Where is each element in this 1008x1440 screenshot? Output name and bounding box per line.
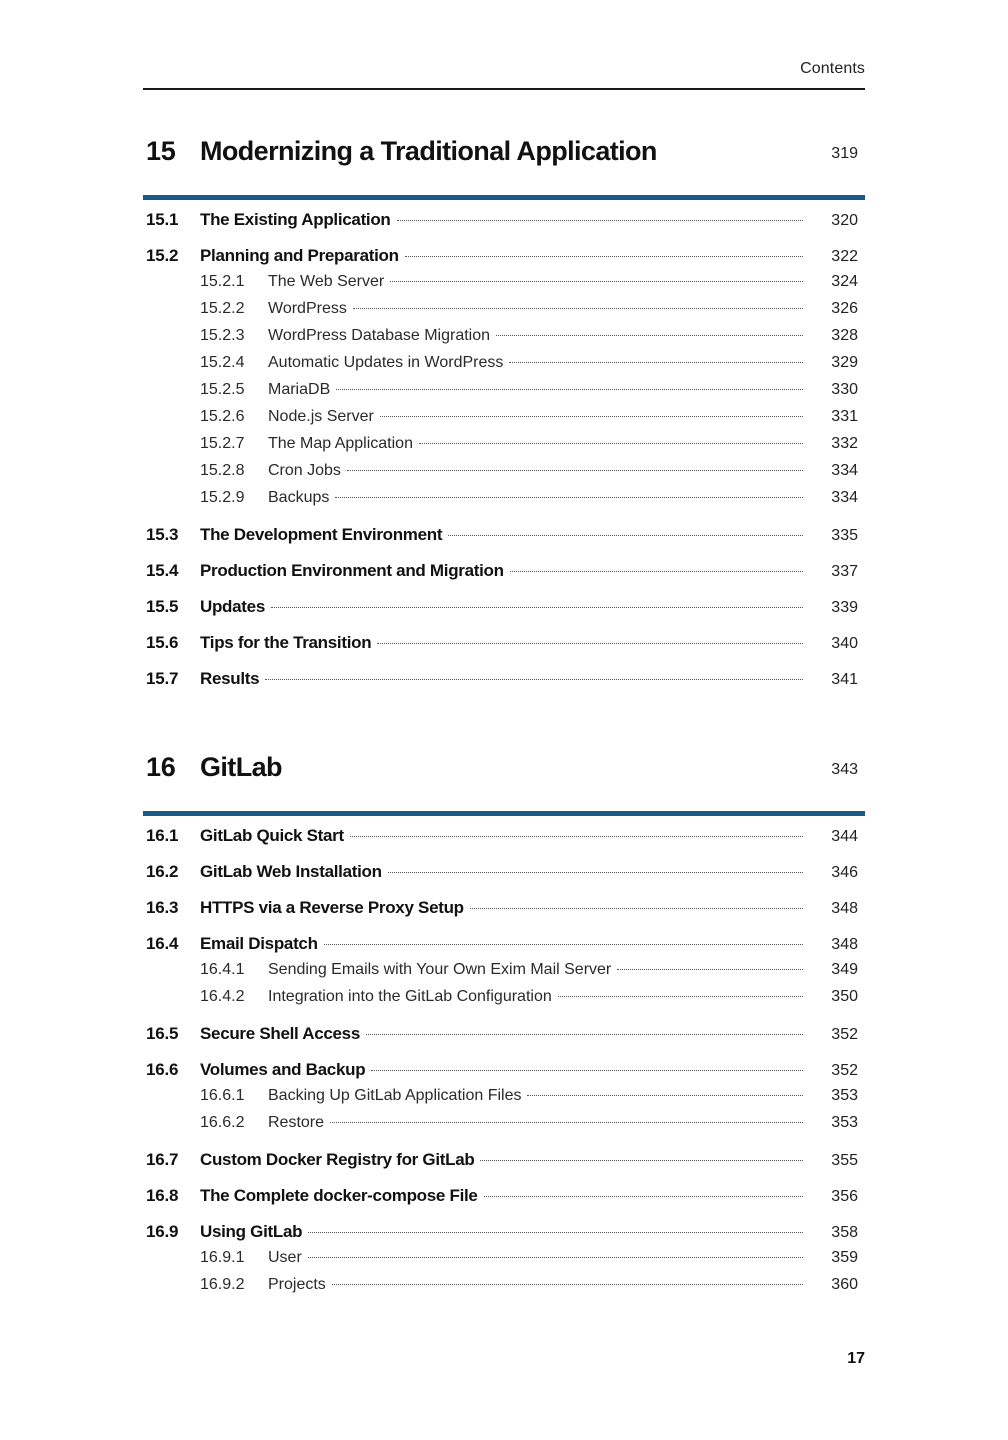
- entry-page-number: 341: [831, 671, 858, 688]
- entry-page-number: 340: [831, 635, 858, 652]
- entry-number: 15.4: [146, 561, 179, 580]
- chapter-title[interactable]: Modernizing a Traditional Application: [200, 136, 657, 166]
- entry-page-number: 334: [831, 462, 858, 479]
- toc-section-entry[interactable]: [143, 1015, 865, 1051]
- dot-leader: [350, 836, 803, 837]
- toc-section-entry[interactable]: [143, 925, 865, 961]
- entry-page-number: 355: [831, 1152, 858, 1169]
- entry-title[interactable]: Cron Jobs: [268, 462, 341, 479]
- dot-leader: [377, 643, 803, 644]
- entry-number: 16.2: [146, 862, 179, 881]
- entry-title[interactable]: WordPress: [268, 300, 347, 317]
- entry-number: 15.2.8: [200, 462, 245, 479]
- dot-leader: [397, 220, 803, 221]
- entry-title[interactable]: GitLab Web Installation: [200, 862, 382, 881]
- chapter-number: 16: [146, 752, 176, 782]
- entry-title[interactable]: The Map Application: [268, 435, 413, 452]
- entry-title[interactable]: Sending Emails with Your Own Exim Mail Server: [268, 961, 612, 978]
- entry-title[interactable]: The Development Environment: [200, 525, 443, 544]
- entry-page-number: 360: [831, 1276, 858, 1293]
- dot-leader: [353, 308, 803, 309]
- entry-page-number: 320: [831, 212, 858, 229]
- chapter-page-number: 343: [831, 761, 858, 778]
- running-header: Contents: [800, 60, 865, 77]
- entry-title[interactable]: Projects: [268, 1276, 326, 1293]
- chapter-heading: [143, 752, 865, 792]
- toc-section-entry[interactable]: [143, 889, 865, 925]
- entry-page-number: 344: [831, 828, 858, 845]
- toc-section-entry[interactable]: [143, 1177, 865, 1213]
- entry-title[interactable]: Production Environment and Migration: [200, 561, 504, 580]
- entry-title[interactable]: Backing Up GitLab Application Files: [268, 1087, 522, 1104]
- entry-title[interactable]: Email Dispatch: [200, 934, 318, 953]
- dot-leader: [419, 443, 803, 444]
- entry-page-number: 322: [831, 248, 858, 265]
- entry-number: 16.6.2: [200, 1114, 245, 1131]
- toc-subsection-entry[interactable]: [143, 1276, 865, 1303]
- entry-page-number: 337: [831, 563, 858, 580]
- entry-number: 16.9.2: [200, 1276, 245, 1293]
- chapter-number: 15: [146, 136, 176, 166]
- entry-number: 15.2.3: [200, 327, 245, 344]
- toc-section-entry[interactable]: [143, 516, 865, 552]
- toc-section-entry[interactable]: [143, 237, 865, 273]
- dot-leader: [332, 1284, 803, 1285]
- toc-subsection-entry[interactable]: [143, 435, 865, 462]
- entry-page-number: 352: [831, 1062, 858, 1079]
- dot-leader: [390, 281, 803, 282]
- entry-number: 16.1: [146, 826, 179, 845]
- entry-title[interactable]: MariaDB: [268, 381, 331, 398]
- entry-number: 15.2.9: [200, 489, 245, 506]
- chapter-rule: [143, 811, 865, 816]
- entry-title[interactable]: Custom Docker Registry for GitLab: [200, 1150, 475, 1169]
- toc-subsection-entry[interactable]: [143, 300, 865, 327]
- entry-number: 16.4.2: [200, 988, 245, 1005]
- entry-page-number: 353: [831, 1114, 858, 1131]
- entry-title[interactable]: HTTPS via a Reverse Proxy Setup: [200, 898, 464, 917]
- entry-number: 15.2.6: [200, 408, 245, 425]
- entry-page-number: 328: [831, 327, 858, 344]
- dot-leader: [484, 1196, 803, 1197]
- entry-title[interactable]: The Web Server: [268, 273, 385, 290]
- entry-page-number: 348: [831, 936, 858, 953]
- dot-leader: [448, 535, 803, 536]
- entry-number: 15.6: [146, 633, 179, 652]
- dot-leader: [509, 362, 803, 363]
- entry-number: 15.2.4: [200, 354, 245, 371]
- entry-page-number: 326: [831, 300, 858, 317]
- entry-number: 16.5: [146, 1024, 179, 1043]
- entry-title[interactable]: Node.js Server: [268, 408, 374, 425]
- entry-page-number: 349: [831, 961, 858, 978]
- entry-number: 15.2.5: [200, 381, 245, 398]
- toc-page: [143, 0, 865, 1440]
- entry-page-number: 330: [831, 381, 858, 398]
- toc-section-entry[interactable]: [143, 1051, 865, 1087]
- dot-leader: [335, 497, 803, 498]
- entry-number: 16.7: [146, 1150, 179, 1169]
- toc-section-entry[interactable]: [143, 624, 865, 660]
- entry-title[interactable]: Tips for the Transition: [200, 633, 372, 652]
- toc-section-entry[interactable]: [143, 1141, 865, 1177]
- chapter-page-number: 319: [831, 145, 858, 162]
- entry-number: 15.2.1: [200, 273, 245, 290]
- dot-leader: [510, 571, 803, 572]
- dot-leader: [617, 969, 803, 970]
- entry-title[interactable]: The Complete docker-compose File: [200, 1186, 478, 1205]
- entry-number: 15.1: [146, 210, 179, 229]
- entry-title[interactable]: Using GitLab: [200, 1222, 303, 1241]
- entry-number: 15.5: [146, 597, 179, 616]
- dot-leader: [336, 389, 803, 390]
- entry-title[interactable]: Backups: [268, 489, 330, 506]
- toc-subsection-entry[interactable]: [143, 961, 865, 988]
- toc-section-entry[interactable]: [143, 588, 865, 624]
- entry-title[interactable]: Results: [200, 669, 260, 688]
- dot-leader: [558, 996, 803, 997]
- toc-entries: [143, 210, 865, 696]
- entry-number: 15.2.2: [200, 300, 245, 317]
- entry-page-number: 324: [831, 273, 858, 290]
- dot-leader: [324, 944, 803, 945]
- dot-leader: [388, 872, 803, 873]
- chapter-block: [143, 752, 865, 1303]
- entry-page-number: 348: [831, 900, 858, 917]
- toc-subsection-entry[interactable]: [143, 1249, 865, 1276]
- entry-number: 16.9: [146, 1222, 179, 1241]
- entry-page-number: 358: [831, 1224, 858, 1241]
- dot-leader: [527, 1095, 803, 1096]
- entry-number: 16.9.1: [200, 1249, 245, 1266]
- dot-leader: [480, 1160, 803, 1161]
- entry-title[interactable]: Volumes and Backup: [200, 1060, 366, 1079]
- dot-leader: [347, 470, 803, 471]
- dot-leader: [371, 1070, 803, 1071]
- toc-subsection-entry[interactable]: [143, 408, 865, 435]
- toc-section-entry[interactable]: [143, 210, 865, 237]
- entry-page-number: 353: [831, 1087, 858, 1104]
- dot-leader: [308, 1232, 803, 1233]
- dot-leader: [271, 607, 803, 608]
- toc-section-entry[interactable]: [143, 826, 865, 853]
- entry-page-number: 346: [831, 864, 858, 881]
- entry-page-number: 359: [831, 1249, 858, 1266]
- dot-leader: [308, 1257, 803, 1258]
- entry-title[interactable]: Integration into the GitLab Configuration: [268, 988, 552, 1005]
- entry-number: 16.8: [146, 1186, 179, 1205]
- entry-number: 15.2.7: [200, 435, 245, 452]
- entry-title[interactable]: The Existing Application: [200, 210, 391, 229]
- entry-title[interactable]: Restore: [268, 1114, 325, 1131]
- entry-page-number: 335: [831, 527, 858, 544]
- chapter-rule: [143, 195, 865, 200]
- entry-number: 15.3: [146, 525, 179, 544]
- toc-subsection-entry[interactable]: [143, 1087, 865, 1114]
- entry-number: 15.2: [146, 246, 179, 265]
- entry-title[interactable]: User: [268, 1249, 302, 1266]
- entry-title[interactable]: GitLab Quick Start: [200, 826, 344, 845]
- entry-page-number: 329: [831, 354, 858, 371]
- toc-subsection-entry[interactable]: [143, 273, 865, 300]
- entry-title[interactable]: Secure Shell Access: [200, 1024, 360, 1043]
- dot-leader: [405, 256, 803, 257]
- toc-subsection-entry[interactable]: [143, 988, 865, 1015]
- entry-number: 16.3: [146, 898, 179, 917]
- entry-page-number: 332: [831, 435, 858, 452]
- dot-leader: [366, 1034, 803, 1035]
- entry-number: 16.4: [146, 934, 179, 953]
- toc-subsection-entry[interactable]: [143, 462, 865, 489]
- entry-number: 16.4.1: [200, 961, 245, 978]
- header-rule: [143, 88, 865, 90]
- entry-page-number: 334: [831, 489, 858, 506]
- toc-subsection-entry[interactable]: [143, 327, 865, 354]
- chapter-heading: [143, 136, 865, 176]
- entry-page-number: 331: [831, 408, 858, 425]
- toc-section-entry[interactable]: [143, 853, 865, 889]
- chapter-block: [143, 136, 865, 696]
- entry-title[interactable]: Automatic Updates in WordPress: [268, 354, 504, 371]
- entry-title[interactable]: WordPress Database Migration: [268, 327, 491, 344]
- entry-page-number: 339: [831, 599, 858, 616]
- toc-section-entry[interactable]: [143, 660, 865, 696]
- dot-leader: [496, 335, 803, 336]
- toc-subsection-entry[interactable]: [143, 1114, 865, 1141]
- dot-leader: [265, 679, 803, 680]
- chapter-title[interactable]: GitLab: [200, 752, 282, 782]
- dot-leader: [470, 908, 803, 909]
- entry-page-number: 350: [831, 988, 858, 1005]
- entry-number: 16.6: [146, 1060, 179, 1079]
- page-number: 17: [847, 1350, 865, 1367]
- toc-section-entry[interactable]: [143, 1213, 865, 1249]
- dot-leader: [330, 1122, 803, 1123]
- entry-page-number: 352: [831, 1026, 858, 1043]
- entry-page-number: 356: [831, 1188, 858, 1205]
- toc-subsection-entry[interactable]: [143, 381, 865, 408]
- entry-number: 15.7: [146, 669, 179, 688]
- toc-subsection-entry[interactable]: [143, 354, 865, 381]
- entry-title[interactable]: Planning and Preparation: [200, 246, 399, 265]
- toc-entries: [143, 826, 865, 1303]
- entry-number: 16.6.1: [200, 1087, 245, 1104]
- toc-subsection-entry[interactable]: [143, 489, 865, 516]
- toc-section-entry[interactable]: [143, 552, 865, 588]
- dot-leader: [380, 416, 803, 417]
- entry-title[interactable]: Updates: [200, 597, 265, 616]
